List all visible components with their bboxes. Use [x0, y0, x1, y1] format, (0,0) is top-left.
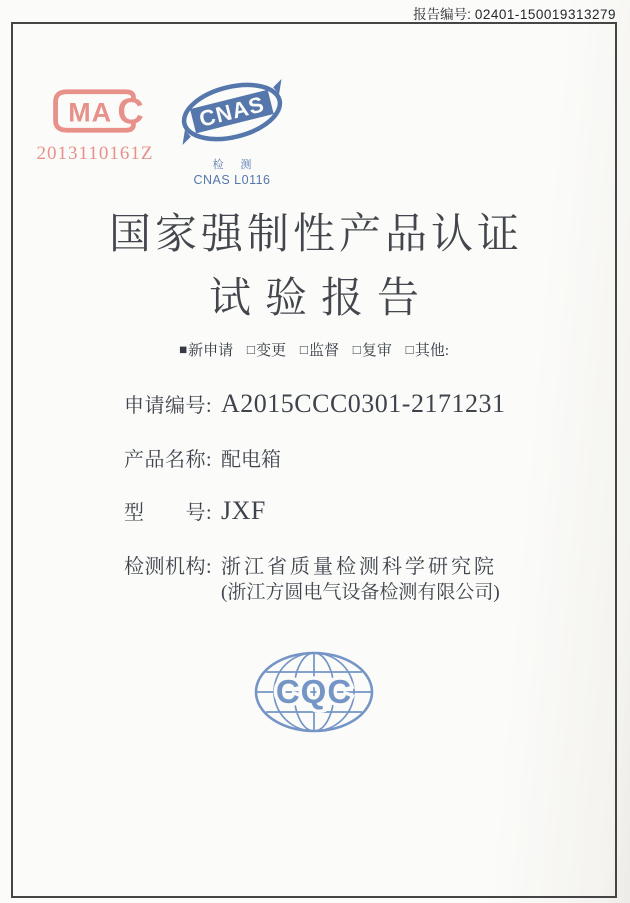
- cnas-logo-block: [173, 76, 291, 187]
- form-fields: [124, 389, 604, 630]
- cqc-logo-block: [252, 650, 376, 739]
- field-product-name: [124, 443, 604, 472]
- cma-certificate-number: 2013110161Z: [36, 143, 154, 164]
- checkbox-label: 复审: [361, 343, 392, 359]
- report-type-checkboxes: [13, 339, 615, 360]
- field-value: [221, 389, 505, 419]
- cma-logo-block: [25, 86, 165, 165]
- cma-c-text: C: [117, 90, 143, 132]
- field-value: [221, 496, 266, 526]
- title-line-2: 试验报告: [208, 276, 433, 322]
- cma-logo-icon: [47, 86, 143, 136]
- page-border: [11, 22, 617, 898]
- cnas-lab-number: CNAS L0116: [193, 173, 271, 187]
- checkbox-unchecked-icon: □: [299, 342, 308, 357]
- checkbox-change: [247, 343, 286, 359]
- cqc-name-text: CQC: [275, 673, 353, 710]
- field-label: 产品名称:: [124, 449, 213, 471]
- document-title: [13, 210, 615, 322]
- report-number-value: 02401-150019313279: [474, 7, 616, 22]
- checkbox-label: 监督: [308, 343, 339, 359]
- field-label: 型 号:: [124, 502, 213, 524]
- cqc-logo-icon: [252, 650, 376, 734]
- field-value: [221, 550, 500, 606]
- field-label: 申请编号:: [124, 395, 213, 417]
- application-number-value: A2015CCC0301-2171231: [221, 389, 506, 418]
- model-value: JXF: [221, 496, 266, 525]
- checkbox-other: [406, 343, 449, 359]
- report-number-label: 报告编号:: [413, 7, 471, 22]
- checkbox-review: [353, 343, 392, 359]
- checkbox-unchecked-icon: □: [352, 342, 361, 357]
- cma-ma-text: MA: [68, 97, 113, 128]
- cnas-name-text: CNAS: [196, 91, 268, 132]
- checkbox-supervision: [300, 343, 339, 359]
- checkbox-new-application: [179, 343, 233, 359]
- checkbox-label: 其他:: [414, 343, 449, 359]
- field-testing-organization: [124, 550, 604, 606]
- field-value: 配电箱: [221, 449, 281, 471]
- checkbox-label: 变更: [256, 343, 287, 359]
- report-number: [413, 3, 616, 23]
- testing-org-alt-name: (浙江方圆电气设备检测有限公司): [221, 582, 500, 603]
- field-application-number: [124, 389, 604, 419]
- field-model: [124, 496, 604, 526]
- title-line-1: 国家强制性产品认证: [108, 212, 523, 258]
- cnas-logo-icon: [178, 76, 286, 150]
- checkbox-label: 新申请: [188, 343, 234, 359]
- checkbox-unchecked-icon: □: [246, 342, 256, 357]
- checkbox-checked-icon: ■: [178, 342, 188, 357]
- field-label: 检测机构:: [124, 556, 213, 578]
- cnas-caption-testing: 检 测: [212, 159, 259, 171]
- testing-org-name: 浙江省质量检测科学研究院: [221, 556, 497, 578]
- checkbox-unchecked-icon: □: [405, 342, 414, 357]
